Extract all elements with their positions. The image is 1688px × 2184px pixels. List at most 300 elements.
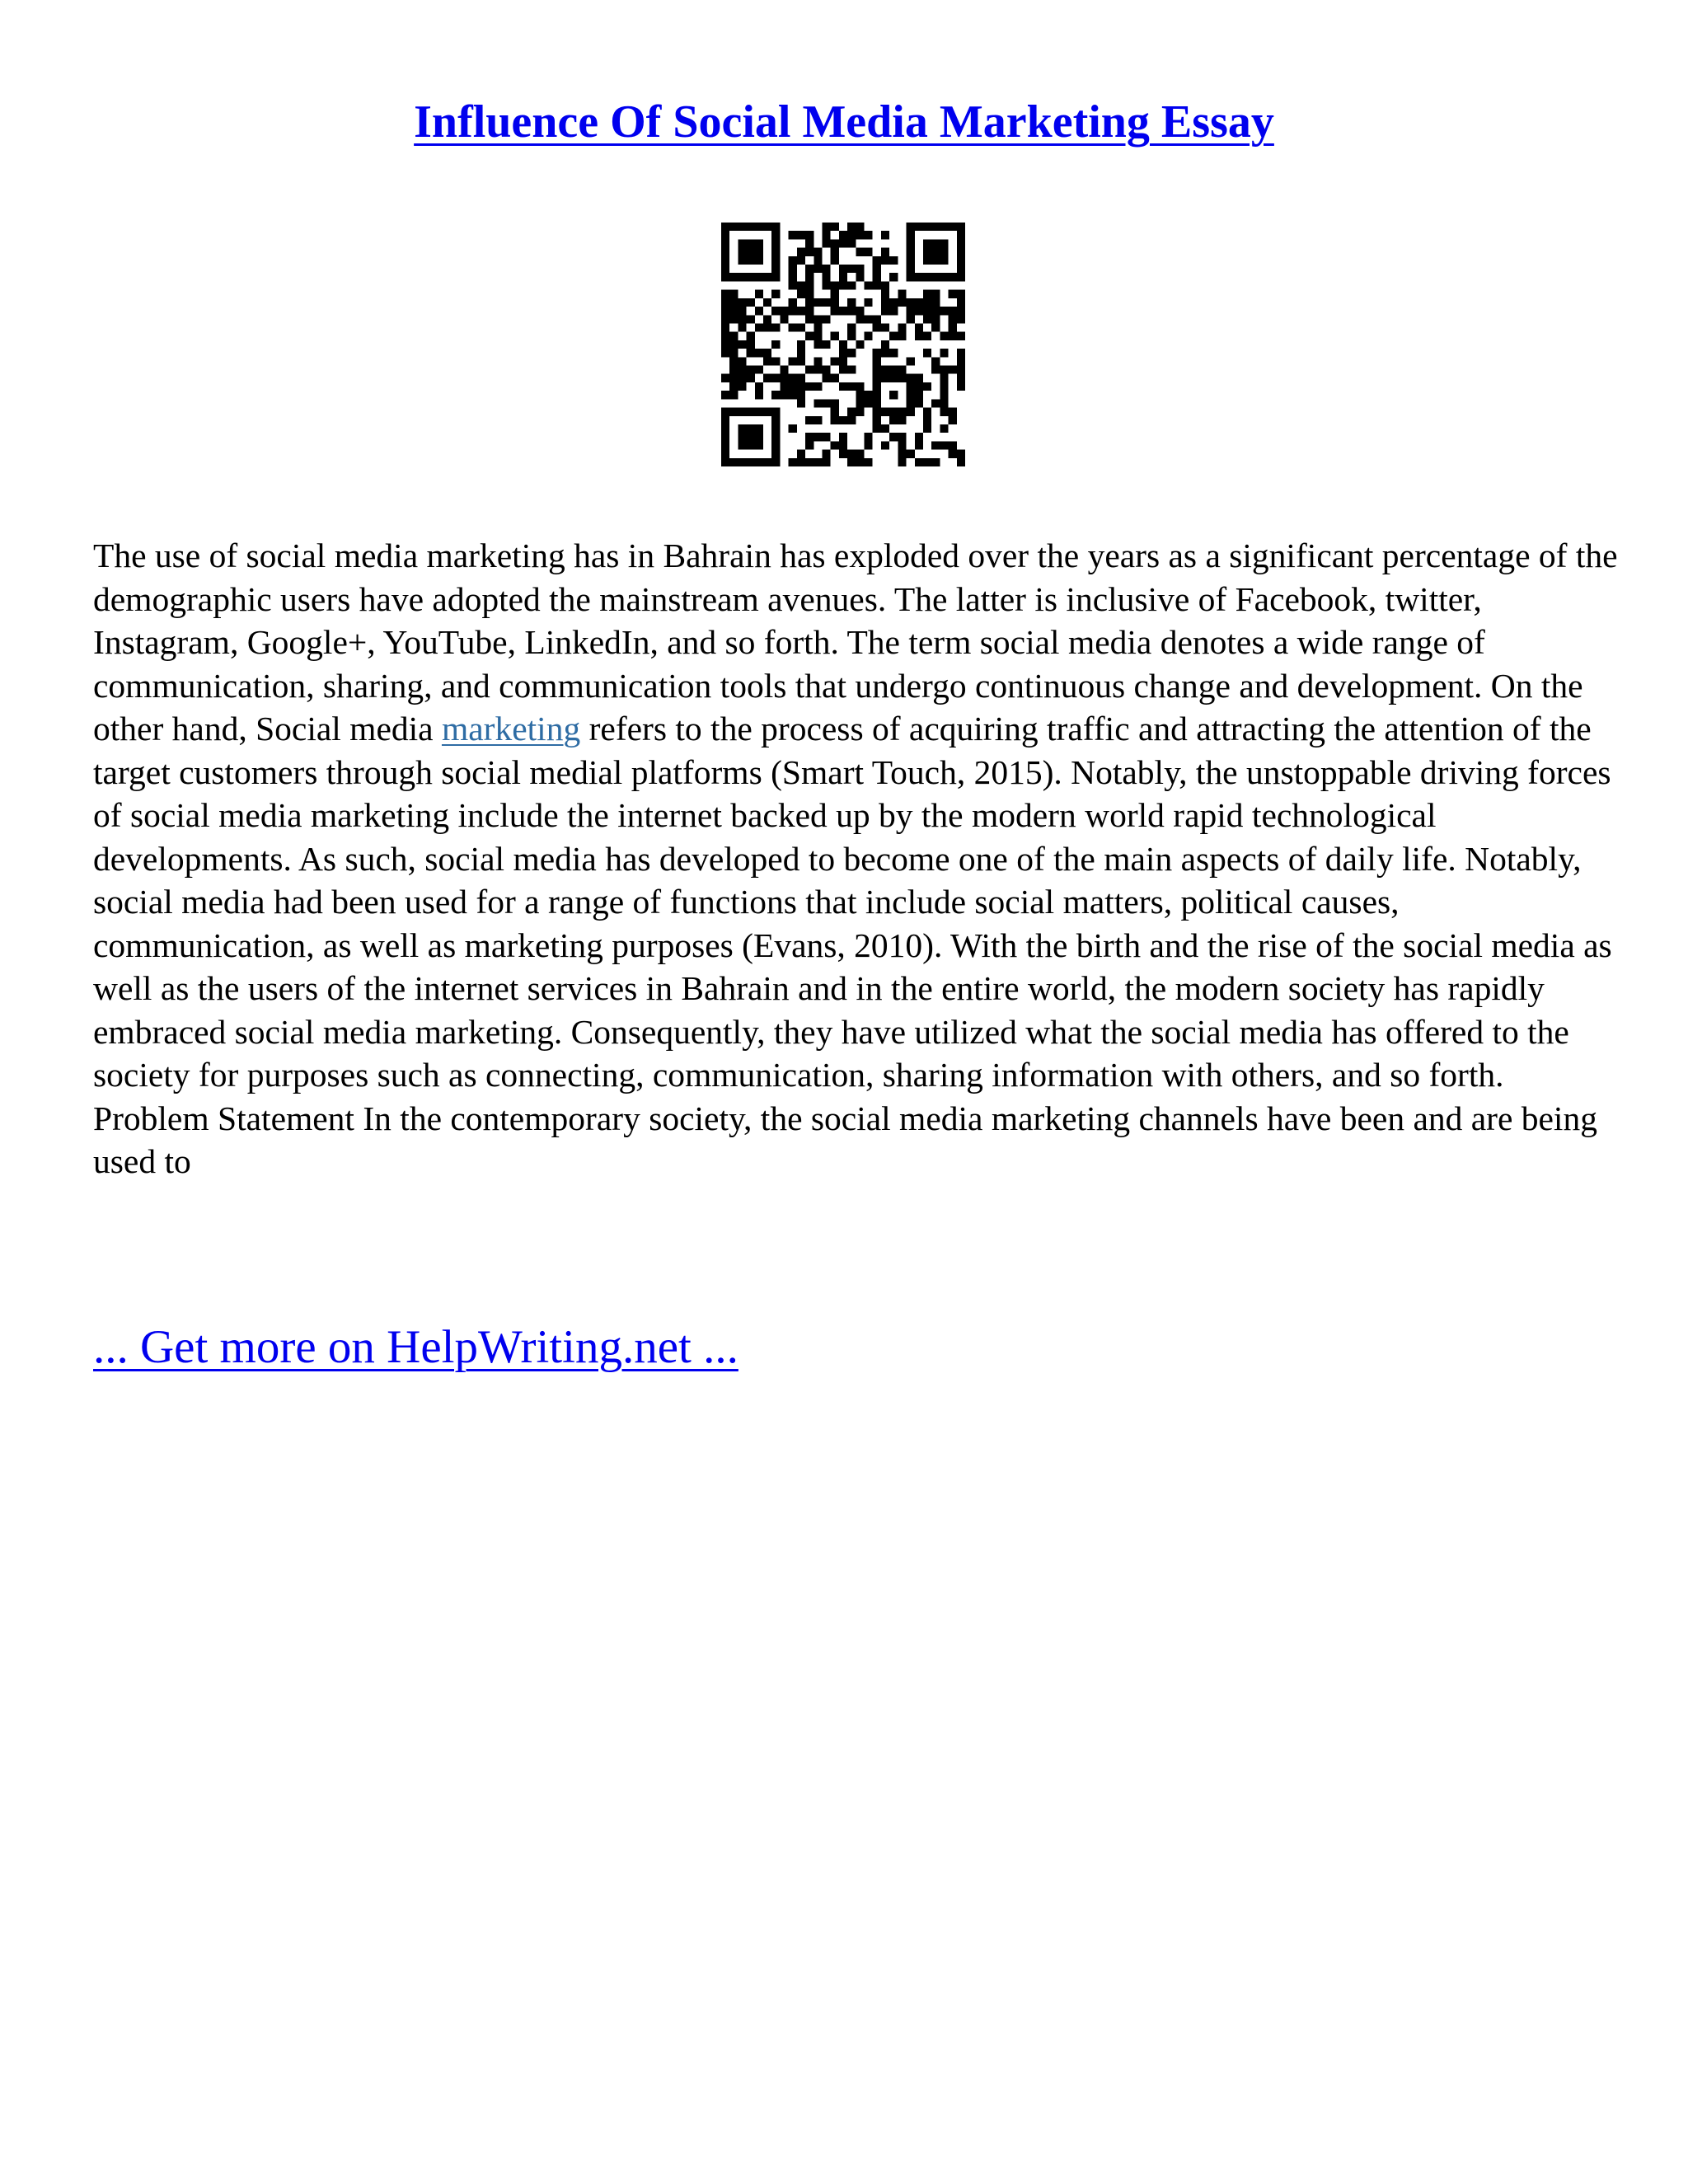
qr-module — [738, 315, 746, 323]
qr-module — [898, 298, 906, 307]
qr-module — [721, 273, 729, 281]
qr-code-graphic — [721, 223, 965, 466]
qr-module — [847, 231, 856, 239]
qr-module — [898, 374, 906, 382]
qr-module — [747, 424, 755, 433]
qr-module — [931, 357, 940, 365]
qr-module — [729, 366, 738, 374]
qr-module — [763, 273, 771, 281]
qr-module — [898, 433, 906, 441]
qr-module — [949, 223, 957, 231]
qr-module — [839, 366, 847, 374]
qr-module — [881, 374, 889, 382]
qr-module — [814, 248, 822, 256]
qr-module — [755, 239, 763, 247]
qr-module — [856, 273, 864, 281]
qr-module — [957, 231, 965, 239]
qr-module — [898, 332, 906, 340]
qr-module — [873, 265, 881, 273]
qr-module — [771, 239, 780, 247]
qr-module — [907, 248, 915, 256]
qr-module — [729, 382, 738, 391]
qr-module — [789, 424, 797, 433]
qr-module — [940, 349, 948, 357]
qr-module — [822, 374, 830, 382]
qr-module — [729, 307, 738, 315]
qr-module — [814, 298, 822, 307]
qr-module — [923, 349, 931, 357]
qr-module — [805, 231, 814, 239]
qr-module — [865, 281, 873, 289]
qr-module — [865, 332, 873, 340]
qr-module — [771, 307, 780, 315]
qr-module — [738, 374, 746, 382]
qr-module — [907, 357, 915, 365]
problem-statement-paragraph: Problem Statement In the contemporary society, the social media marketing channels have been and are being used to — [93, 1099, 1597, 1180]
qr-module — [907, 231, 915, 239]
qr-module — [805, 315, 814, 323]
qr-module — [755, 290, 763, 298]
qr-module — [738, 408, 746, 416]
qr-module — [831, 408, 839, 416]
qr-module — [881, 256, 889, 265]
qr-module — [763, 357, 771, 365]
qr-module — [889, 366, 898, 374]
paragraph-text-end: refers to the process of acquiring traffic and attracting the attention of the target customers through social medial platforms (Smart Touch, 2015). Notably, the unstoppable driving forces of social media marketing include the internet backed up by the modern world rapid technological developments. As such, social media has developed to become one of the main aspects of daily life. Notably, social media had been used for a range of functions that include social matters, political causes, communication, as well as marketing purposes (Evans, 2010). With the birth and the rise of the social media as well as the users of the internet services in Bahrain and in the entire world, the modern society has rapidly embraced social media marketing. Consequently, they have utilized what the social media has offered to the society for purposes such as connecting, communication, sharing information with others, and so forth. — [93, 710, 1612, 1094]
qr-module — [822, 239, 830, 247]
qr-module — [729, 391, 738, 399]
qr-module — [931, 323, 940, 331]
qr-module — [847, 239, 856, 247]
qr-module — [957, 239, 965, 247]
qr-module — [805, 239, 814, 247]
qr-module — [940, 382, 948, 391]
qr-module — [856, 408, 864, 416]
qr-module — [721, 349, 729, 357]
qr-module — [721, 332, 729, 340]
qr-module — [949, 332, 957, 340]
get-more-link[interactable]: ... Get more on HelpWriting.net ... — [93, 1321, 738, 1373]
qr-module — [721, 239, 729, 247]
qr-module — [771, 273, 780, 281]
qr-module — [949, 441, 957, 449]
qr-module — [881, 290, 889, 298]
qr-module — [721, 424, 729, 433]
qr-module — [907, 450, 915, 458]
qr-module — [873, 357, 881, 365]
qr-module — [865, 298, 873, 307]
qr-module — [856, 265, 864, 273]
qr-module — [814, 323, 822, 331]
qr-module — [915, 298, 923, 307]
qr-module — [915, 433, 923, 441]
qr-module — [898, 458, 906, 466]
qr-module — [721, 248, 729, 256]
qr-module — [923, 315, 931, 323]
qr-module — [831, 239, 839, 247]
qr-module — [789, 391, 797, 399]
qr-module — [923, 290, 931, 298]
qr-module — [771, 416, 780, 424]
qr-module — [889, 391, 898, 399]
qr-module — [814, 357, 822, 365]
qr-module — [747, 315, 755, 323]
qr-module — [721, 323, 729, 331]
qr-module — [771, 391, 780, 399]
qr-module — [805, 433, 814, 441]
qr-module — [949, 366, 957, 374]
qr-module — [738, 298, 746, 307]
qr-module — [831, 298, 839, 307]
qr-module — [856, 315, 864, 323]
qr-module — [865, 231, 873, 239]
qr-module — [822, 458, 830, 466]
qr-module — [898, 441, 906, 449]
qr-module — [831, 441, 839, 449]
qr-module — [847, 307, 856, 315]
qr-module — [831, 256, 839, 265]
qr-module — [755, 273, 763, 281]
qr-module — [931, 256, 940, 265]
qr-module — [907, 315, 915, 323]
qr-module — [721, 391, 729, 399]
qr-module — [721, 315, 729, 323]
qr-module — [957, 349, 965, 357]
qr-module — [856, 231, 864, 239]
qr-module — [907, 239, 915, 247]
qr-module — [881, 424, 889, 433]
qr-module — [940, 366, 948, 374]
qr-module — [889, 374, 898, 382]
qr-module — [771, 408, 780, 416]
qr-module — [923, 416, 931, 424]
qr-module — [889, 273, 898, 281]
qr-module — [814, 382, 822, 391]
qr-module — [814, 458, 822, 466]
qr-module — [721, 298, 729, 307]
qr-module — [755, 441, 763, 449]
qr-module — [923, 239, 931, 247]
qr-module — [747, 239, 755, 247]
qr-module — [915, 332, 923, 340]
qr-module — [747, 441, 755, 449]
qr-module — [771, 357, 780, 365]
qr-module — [780, 307, 788, 315]
qr-module — [856, 399, 864, 407]
qr-module — [898, 290, 906, 298]
qr-module — [814, 265, 822, 273]
qr-module — [805, 248, 814, 256]
qr-module — [797, 450, 805, 458]
qr-module — [847, 408, 856, 416]
qr-module — [814, 416, 822, 424]
qr-module — [907, 265, 915, 273]
qr-module — [873, 399, 881, 407]
qr-module — [755, 424, 763, 433]
qr-module — [907, 307, 915, 315]
qr-module — [898, 416, 906, 424]
qr-module — [755, 307, 763, 315]
qr-module — [797, 382, 805, 391]
qr-module — [780, 366, 788, 374]
qr-module — [747, 223, 755, 231]
qr-module — [931, 223, 940, 231]
qr-module — [789, 382, 797, 391]
qr-module — [822, 298, 830, 307]
qr-module — [771, 323, 780, 331]
paragraph-text-start: The use of social media marketing has in Bahrain has exploded over the years as a significant percentage of the demographic users have adopted the mainstream avenues. The latter is inclusive of Facebook, twitter, Instagram, Google+, YouTube, LinkedIn, and so forth. The term social media denotes a wide range of communication, sharing, and communication tools that undergo continuous change and development. On the other hand, Social media — [93, 537, 1618, 748]
qr-module — [881, 231, 889, 239]
qr-module — [949, 323, 957, 331]
qr-module — [957, 298, 965, 307]
qr-module — [780, 382, 788, 391]
qr-module — [789, 374, 797, 382]
qr-module — [889, 256, 898, 265]
qr-module — [805, 416, 814, 424]
qr-module — [881, 307, 889, 315]
qr-module — [755, 248, 763, 256]
qr-module — [747, 408, 755, 416]
qr-module — [797, 391, 805, 399]
qr-module — [771, 450, 780, 458]
qr-module — [831, 357, 839, 365]
qr-module — [847, 382, 856, 391]
qr-module — [957, 223, 965, 231]
qr-module — [763, 223, 771, 231]
qr-module — [865, 433, 873, 441]
qr-module — [747, 248, 755, 256]
qr-module — [721, 231, 729, 239]
qr-module — [797, 231, 805, 239]
qr-module — [847, 450, 856, 458]
qr-module — [889, 349, 898, 357]
qr-module — [755, 408, 763, 416]
qr-module — [915, 307, 923, 315]
qr-module — [797, 458, 805, 466]
qr-module — [755, 366, 763, 374]
qr-module — [923, 273, 931, 281]
qr-module — [755, 433, 763, 441]
qr-module — [931, 239, 940, 247]
qr-module — [873, 391, 881, 399]
qr-module — [789, 273, 797, 281]
qr-module — [957, 315, 965, 323]
qr-module — [957, 256, 965, 265]
qr-module — [915, 382, 923, 391]
qr-module — [839, 441, 847, 449]
qr-module — [839, 382, 847, 391]
qr-module — [865, 441, 873, 449]
qr-module — [738, 323, 746, 331]
qr-module — [729, 458, 738, 466]
qr-module — [881, 281, 889, 289]
qr-module — [814, 399, 822, 407]
qr-module — [839, 239, 847, 247]
qr-module — [755, 223, 763, 231]
qr-module — [865, 248, 873, 256]
qr-module — [805, 298, 814, 307]
qr-module — [738, 366, 746, 374]
qr-module — [881, 441, 889, 449]
qr-module — [797, 374, 805, 382]
qr-module — [873, 349, 881, 357]
qr-module — [721, 450, 729, 458]
qr-module — [822, 450, 830, 458]
qr-module — [923, 248, 931, 256]
qr-module — [771, 441, 780, 449]
page-title — [0, 89, 1688, 155]
qr-module — [822, 265, 830, 273]
qr-module — [729, 340, 738, 349]
qr-module — [763, 458, 771, 466]
qr-module — [873, 382, 881, 391]
qr-module — [949, 307, 957, 315]
qr-module — [805, 382, 814, 391]
qr-module — [957, 366, 965, 374]
qr-module — [771, 374, 780, 382]
qr-module — [856, 391, 864, 399]
qr-module — [873, 416, 881, 424]
qr-module — [805, 366, 814, 374]
qr-module — [931, 307, 940, 315]
qr-module — [738, 458, 746, 466]
qr-module — [822, 281, 830, 289]
qr-module — [907, 391, 915, 399]
qr-module — [940, 223, 948, 231]
qr-module — [822, 366, 830, 374]
qr-module — [755, 391, 763, 399]
qr-module — [822, 273, 830, 281]
qr-module — [949, 315, 957, 323]
qr-module — [797, 248, 805, 256]
qr-module — [873, 366, 881, 374]
qr-module — [847, 298, 856, 307]
qr-module — [889, 298, 898, 307]
qr-module — [797, 399, 805, 407]
qr-module — [721, 458, 729, 466]
qr-module — [831, 281, 839, 289]
qr-module — [805, 307, 814, 315]
qr-module — [931, 366, 940, 374]
qr-module — [755, 458, 763, 466]
qr-module — [831, 399, 839, 407]
qr-module — [873, 374, 881, 382]
title-link[interactable]: Influence Of Social Media Marketing Essay — [414, 96, 1274, 148]
qr-module — [797, 340, 805, 349]
qr-module — [763, 349, 771, 357]
qr-module — [907, 298, 915, 307]
qr-module — [805, 265, 814, 273]
qr-module — [839, 416, 847, 424]
qr-module — [729, 223, 738, 231]
qr-module — [755, 323, 763, 331]
qr-module — [805, 273, 814, 281]
qr-module — [805, 290, 814, 298]
qr-module — [940, 239, 948, 247]
qr-module — [839, 340, 847, 349]
qr-module — [747, 340, 755, 349]
qr-module — [721, 265, 729, 273]
essay-paragraph — [93, 534, 1626, 1097]
qr-module — [907, 408, 915, 416]
qr-module — [865, 391, 873, 399]
qr-module — [789, 298, 797, 307]
qr-module — [856, 307, 864, 315]
qr-module — [721, 416, 729, 424]
qr-module — [771, 290, 780, 298]
qr-module — [721, 374, 729, 382]
qr-module — [931, 441, 940, 449]
qr-module — [805, 441, 814, 449]
qr-module — [729, 357, 738, 365]
qr-module — [957, 382, 965, 391]
qr-module — [881, 248, 889, 256]
qr-module — [881, 408, 889, 416]
qr-module — [747, 458, 755, 466]
qr-module — [898, 323, 906, 331]
qr-module — [738, 340, 746, 349]
qr-module — [755, 256, 763, 265]
qr-module — [931, 248, 940, 256]
qr-module — [831, 248, 839, 256]
qr-module — [763, 298, 771, 307]
qr-module — [873, 323, 881, 331]
qr-module — [789, 307, 797, 315]
marketing-link[interactable]: marketing — [441, 710, 581, 748]
qr-module — [839, 450, 847, 458]
qr-module — [755, 382, 763, 391]
qr-module — [738, 424, 746, 433]
qr-module — [729, 332, 738, 340]
qr-module — [771, 265, 780, 273]
qr-module — [949, 450, 957, 458]
qr-module — [831, 332, 839, 340]
qr-module — [763, 323, 771, 331]
qr-module — [847, 366, 856, 374]
qr-module — [738, 382, 746, 391]
qr-module — [771, 223, 780, 231]
qr-module — [847, 349, 856, 357]
qr-module — [729, 408, 738, 416]
qr-module — [847, 323, 856, 331]
qr-module — [789, 256, 797, 265]
qr-module — [771, 424, 780, 433]
qr-module — [873, 256, 881, 265]
qr-module — [797, 323, 805, 331]
qr-module — [729, 273, 738, 281]
qr-module — [847, 265, 856, 273]
qr-module — [789, 231, 797, 239]
qr-module — [940, 391, 948, 399]
qr-module — [755, 349, 763, 357]
qr-module — [847, 416, 856, 424]
qr-module — [814, 340, 822, 349]
qr-module — [814, 433, 822, 441]
qr-module — [721, 340, 729, 349]
qr-module — [957, 332, 965, 340]
qr-module — [738, 239, 746, 247]
qr-module — [738, 273, 746, 281]
qr-module — [729, 349, 738, 357]
qr-module — [729, 290, 738, 298]
qr-module — [940, 256, 948, 265]
qr-module — [831, 223, 839, 231]
qr-module — [949, 273, 957, 281]
qr-module — [747, 256, 755, 265]
qr-module — [822, 399, 830, 407]
qr-module — [865, 458, 873, 466]
qr-module — [940, 399, 948, 407]
